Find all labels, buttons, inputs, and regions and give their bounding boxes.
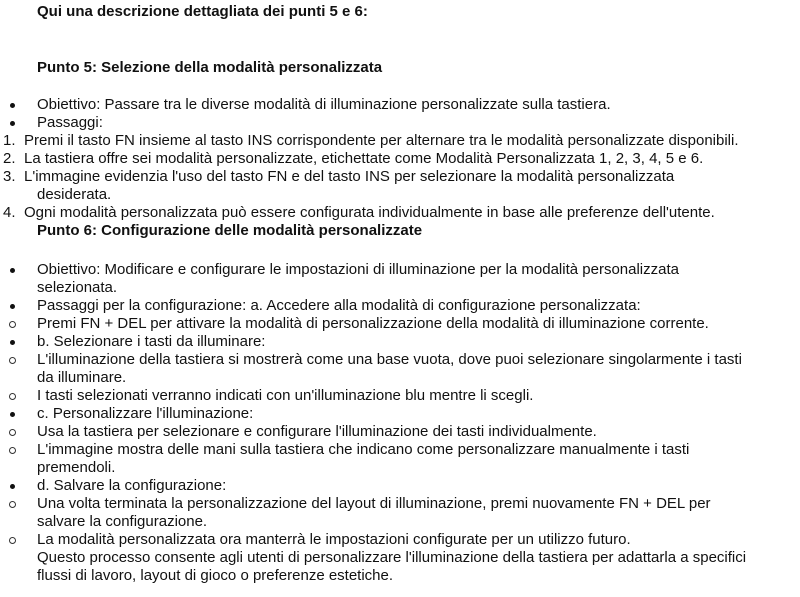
section-6-item-continued: premendoli. — [37, 459, 116, 476]
bullet-dot-icon — [10, 121, 15, 126]
section-6-item: La modalità personalizzata ora manterrà le impostazioni configurate per un utilizzo futuro. — [37, 531, 631, 548]
step-number: 1. — [3, 132, 16, 149]
bullet-dot-icon — [10, 304, 15, 309]
section-5-step-3-continued: desiderata. — [37, 186, 112, 203]
section-6-item-continued: salvare la configurazione. — [37, 513, 208, 530]
section-6-item: L'illuminazione della tastiera si mostrerà come una base vuota, dove puoi selezionare singolarmente i tasti — [37, 351, 742, 368]
section-6-item: L'immagine mostra delle mani sulla tastiera che indicano come personalizzare manualmente i tasti — [37, 441, 690, 458]
section-5-steps-label: Passaggi: — [37, 114, 103, 131]
bullet-dot-icon — [10, 103, 15, 108]
section-5-step-4: Ogni modalità personalizzata può essere configurata individualmente in base alle preferenze dell'utente. — [24, 204, 715, 221]
step-number: 2. — [3, 150, 16, 167]
document-heading: Qui una descrizione dettagliata dei punti 5 e 6: — [37, 3, 368, 20]
section-6-item: Una volta terminata la personalizzazione del layout di illuminazione, premi nuovamente FN + DEL per — [37, 495, 711, 512]
section-6-config-steps: Passaggi per la configurazione: a. Accedere alla modalità di configurazione personalizzata: — [37, 297, 641, 314]
closing-paragraph-line-1: Questo processo consente agli utenti di personalizzare l'illuminazione della tastiera per adattarla a specifici — [37, 549, 747, 566]
section-5-step-2: La tastiera offre sei modalità personalizzate, etichettate come Modalità Personalizzata 1, 2, 3, 4, 5 e 6. — [24, 150, 704, 167]
section-6-item: I tasti selezionati verranno indicati con un'illuminazione blu mentre li scegli. — [37, 387, 534, 404]
section-5-step-1: Premi il tasto FN insieme al tasto INS corrispondente per alternare tra le modalità personalizzate disponibili. — [24, 132, 739, 149]
section-5-objective: Obiettivo: Passare tra le diverse modalità di illuminazione personalizzate sulla tastiera. — [37, 96, 611, 113]
section-6-title: Punto 6: Configurazione delle modalità personalizzate — [37, 222, 423, 239]
bullet-circle-icon — [9, 429, 16, 436]
section-6-item: Premi FN + DEL per attivare la modalità di personalizzazione della modalità di illuminazione corrente. — [37, 315, 709, 332]
section-6-substep-c: c. Personalizzare l'illuminazione: — [37, 405, 254, 422]
section-6-substep-b: b. Selezionare i tasti da illuminare: — [37, 333, 266, 350]
step-number: 3. — [3, 168, 16, 185]
bullet-dot-icon — [10, 340, 15, 345]
section-6-substep-d: d. Salvare la configurazione: — [37, 477, 227, 494]
section-5-step-3: L'immagine evidenzia l'uso del tasto FN e del tasto INS per selezionare la modalità personalizzata — [24, 168, 675, 185]
bullet-circle-icon — [9, 321, 16, 328]
step-number: 4. — [3, 204, 16, 221]
bullet-circle-icon — [9, 537, 16, 544]
bullet-dot-icon — [10, 412, 15, 417]
bullet-dot-icon — [10, 484, 15, 489]
closing-paragraph-line-2: flussi di lavoro, layout di gioco o preferenze estetiche. — [37, 567, 394, 584]
bullet-circle-icon — [9, 357, 16, 364]
section-5-title: Punto 5: Selezione della modalità personalizzata — [37, 59, 383, 76]
bullet-circle-icon — [9, 501, 16, 508]
bullet-dot-icon — [10, 268, 15, 273]
section-6-item: Usa la tastiera per selezionare e configurare l'illuminazione dei tasti individualmente. — [37, 423, 597, 440]
section-6-objective: Obiettivo: Modificare e configurare le impostazioni di illuminazione per la modalità personalizzata — [37, 261, 679, 278]
bullet-circle-icon — [9, 447, 16, 454]
section-6-objective-continued: selezionata. — [37, 279, 118, 296]
bullet-circle-icon — [9, 393, 16, 400]
section-6-item-continued: da illuminare. — [37, 369, 127, 386]
